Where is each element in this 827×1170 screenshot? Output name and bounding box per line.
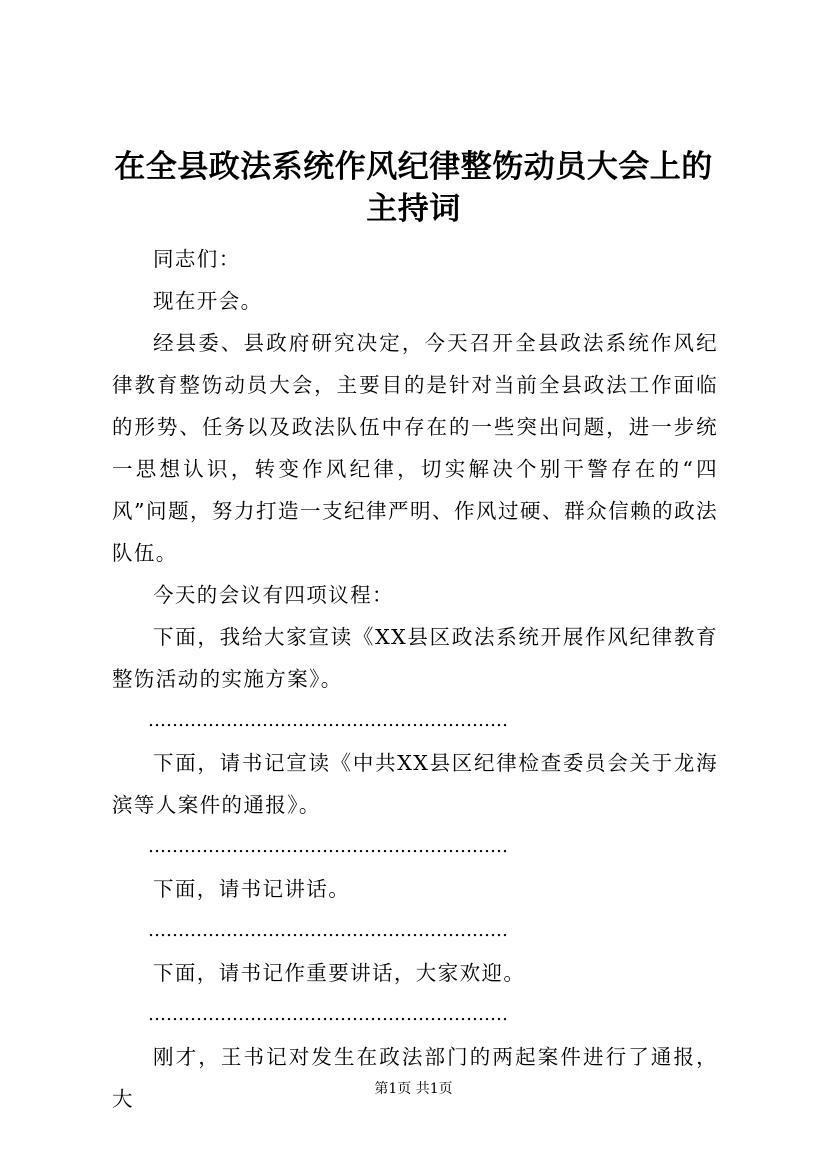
- opening-paragraph: 现在开会。: [153, 289, 263, 313]
- page-footer: 第1页 共1页: [374, 1081, 453, 1097]
- closing-paragraph: 刚才，王书记对发生在政法部门的两起案件进行了通报，大: [112, 1045, 718, 1111]
- document-body: [112, 238, 718, 1120]
- salutation-paragraph: 同志们：: [153, 247, 241, 271]
- agenda-item-2-paragraph: 下面，请书记宣读《中共XX县区纪律检查委员会关于龙海滨等人案件的通报》。: [112, 751, 718, 817]
- ellipsis-line: ……………………………………………………: [148, 836, 508, 857]
- agenda-item-4-paragraph: 下面，请书记作重要讲话，大家欢迎。: [153, 961, 526, 985]
- ellipsis-line: ……………………………………………………: [148, 1004, 508, 1025]
- document-title: 在全县政法系统作风纪律整饬动员大会上的主持词: [114, 149, 713, 227]
- ellipsis-line: ……………………………………………………: [148, 710, 508, 731]
- agenda-intro-paragraph: 今天的会议有四项议程：: [153, 583, 394, 607]
- ellipsis-line: ……………………………………………………: [148, 920, 508, 941]
- agenda-item-3-paragraph: 下面，请书记讲话。: [153, 877, 351, 901]
- purpose-paragraph: 经县委、县政府研究决定，今天召开全县政法系统作风纪律教育整饬动员大会，主要目的是针对当前全县政法工作面临的形势、任务以及政法队伍中存在的一些突出问题，进一步统一思想认识，转变作风纪律，切实解决个别干警存在的“四风”问题，努力打造一支纪律严明、作风过硬、群众信赖的政法队伍。: [112, 331, 718, 565]
- agenda-item-1-paragraph: 下面，我给大家宣读《XX县区政法系统开展作风纪律教育整饬活动的实施方案》。: [112, 625, 718, 691]
